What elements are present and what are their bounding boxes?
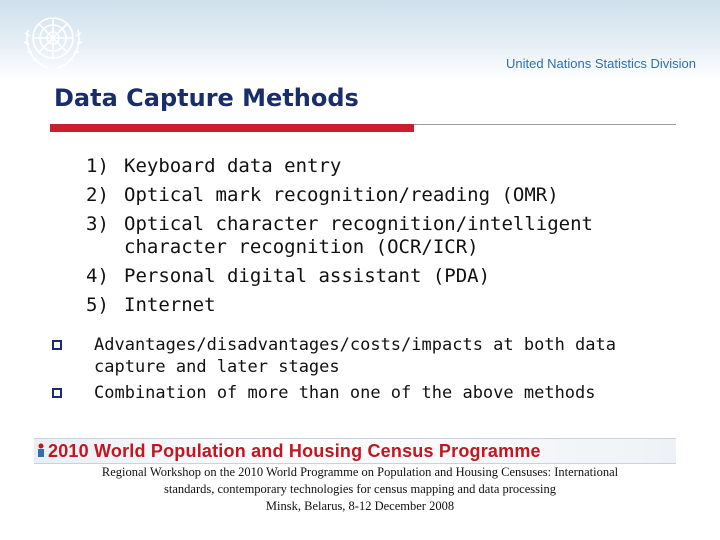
footer-line: Minsk, Belarus, 8-12 December 2008 [265,499,455,513]
title-underline-red [50,124,414,132]
checkbox-square-icon [52,334,94,356]
list-item [86,210,594,262]
bullet-text: Advantages/disadvantages/costs/impacts at both data capture and later stages [94,335,616,377]
methods-list [86,152,594,320]
bullet-item [52,382,664,404]
slide-title: Data Capture Methods [54,84,359,112]
programme-banner [34,438,676,464]
list-item-number: 3) [86,213,109,235]
list-item-number: 4) [86,265,109,287]
list-item-text: Personal digital assistant (PDA) [124,265,491,287]
list-item-number: 5) [86,294,109,316]
title-underline-rule [414,124,676,125]
division-name: United Nations Statistics Division [505,56,696,71]
list-item-text: Keyboard data entry [124,155,342,177]
list-item [86,291,594,320]
list-item [86,152,594,181]
list-item [86,262,594,291]
bullet-text: Combination of more than one of the above methods [94,383,596,403]
checkbox-square-icon [52,382,94,404]
notes-list [52,334,664,408]
list-item-number: 2) [86,184,109,206]
list-item-text: Internet [124,294,216,316]
bullet-item [52,334,664,378]
list-item-text: Optical mark recognition/reading (OMR) [124,184,559,206]
list-item-number: 1) [86,155,109,177]
banner-text: 2010 World Population and Housing Census Programme [48,441,541,461]
list-item-text: Optical character recognition/intelligent character recognition (OCR/ICR) [124,213,593,258]
footer-line: standards, contemporary technologies for census mapping and data processing [164,482,556,496]
un-emblem-logo [18,8,88,74]
workshop-footer [30,464,690,515]
people-icon [36,443,46,457]
list-item [86,181,594,210]
footer-line: Regional Workshop on the 2010 World Programme on Population and Housing Censuses: International [101,465,619,479]
